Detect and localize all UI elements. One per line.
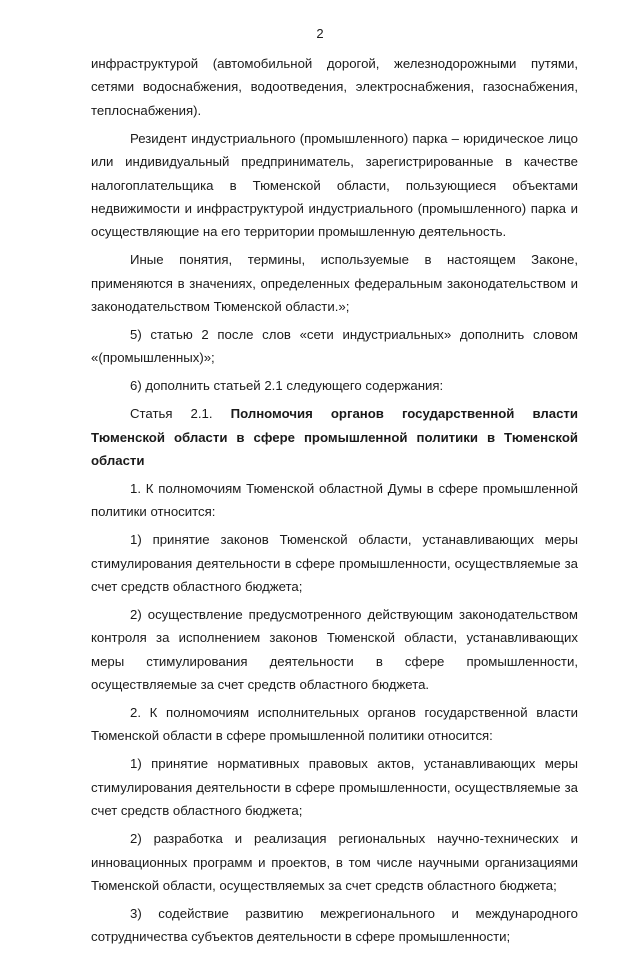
article-part-2-item-3: 3) содействие развитию межрегионального и международного сотрудничества субъектов деятельности в сфере промышленности; <box>91 905 578 945</box>
article-part-1-item-1: 1) принятие законов Тюменской области, устанавливающих меры стимулирования деятельности в сфере промышленности, осуществляемые за счет средств областного бюджета; <box>91 532 578 595</box>
paragraph-item-5: 5) статью 2 после слов «сети индустриальных» дополнить словом «(промышленных)»; <box>91 326 578 366</box>
article-part-2-item-1: 1) принятие нормативных правовых актов, устанавливающих меры стимулирования деятельности в сфере промышленности, осуществляемые за счет средств областного бюджета; <box>91 756 578 819</box>
document-body <box>91 52 578 953</box>
paragraph-other-terms: Иные понятия, термины, используемые в настоящем Законе, применяются в значениях, определенных федеральным законодательством и законодательством Тюменской области.»; <box>91 252 578 315</box>
paragraph-item-6: 6) дополнить статьей 2.1 следующего содержания: <box>130 378 444 394</box>
article-number: Статья 2.1. <box>130 406 213 422</box>
article-part-1: 1. К полномочиям Тюменской областной Думы в сфере промышленной политики относится: <box>91 480 578 520</box>
article-part-1-item-2: 2) осуществление предусмотренного действующим законодательством контроля за исполнением законов Тюменской области, устанавливающих меры стимулирования деятельности в сфере промышленности, осуществляемые за счет средств областного бюджета. <box>91 606 578 693</box>
paragraph-resident-definition: Резидент индустриального (промышленного) парка – юридическое лицо или индивидуальный предприниматель, зарегистрированные в качестве налогоплательщика в Тюменской области, пользующиеся объектами недвижимости и инфраструктурой индустриального (промышленного) парка и осуществляющие на его территории промышленную деятельность. <box>91 130 578 240</box>
article-heading <box>91 402 578 472</box>
page-number: 2 <box>316 26 324 41</box>
article-part-2: 2. К полномочиям исполнительных органов государственной власти Тюменской области в сфере промышленной политики относится: <box>91 705 578 744</box>
article-part-2-item-2: 2) разработка и реализация региональных научно-технических и инновационных программ и проектов, в том числе научными организациями Тюменской области, осуществляемых за счет средств областного бюджета; <box>91 831 578 893</box>
paragraph-continuation: инфраструктурой (автомобильной дорогой, железнодорожными путями, сетями водоснабжения, водоотведения, электроснабжения, газоснабжения, теплоснабжения). <box>91 56 578 118</box>
article-title: Полномочия органов государственной власти Тюменской области в сфере промышленной политики в Тюменской области <box>91 406 578 468</box>
